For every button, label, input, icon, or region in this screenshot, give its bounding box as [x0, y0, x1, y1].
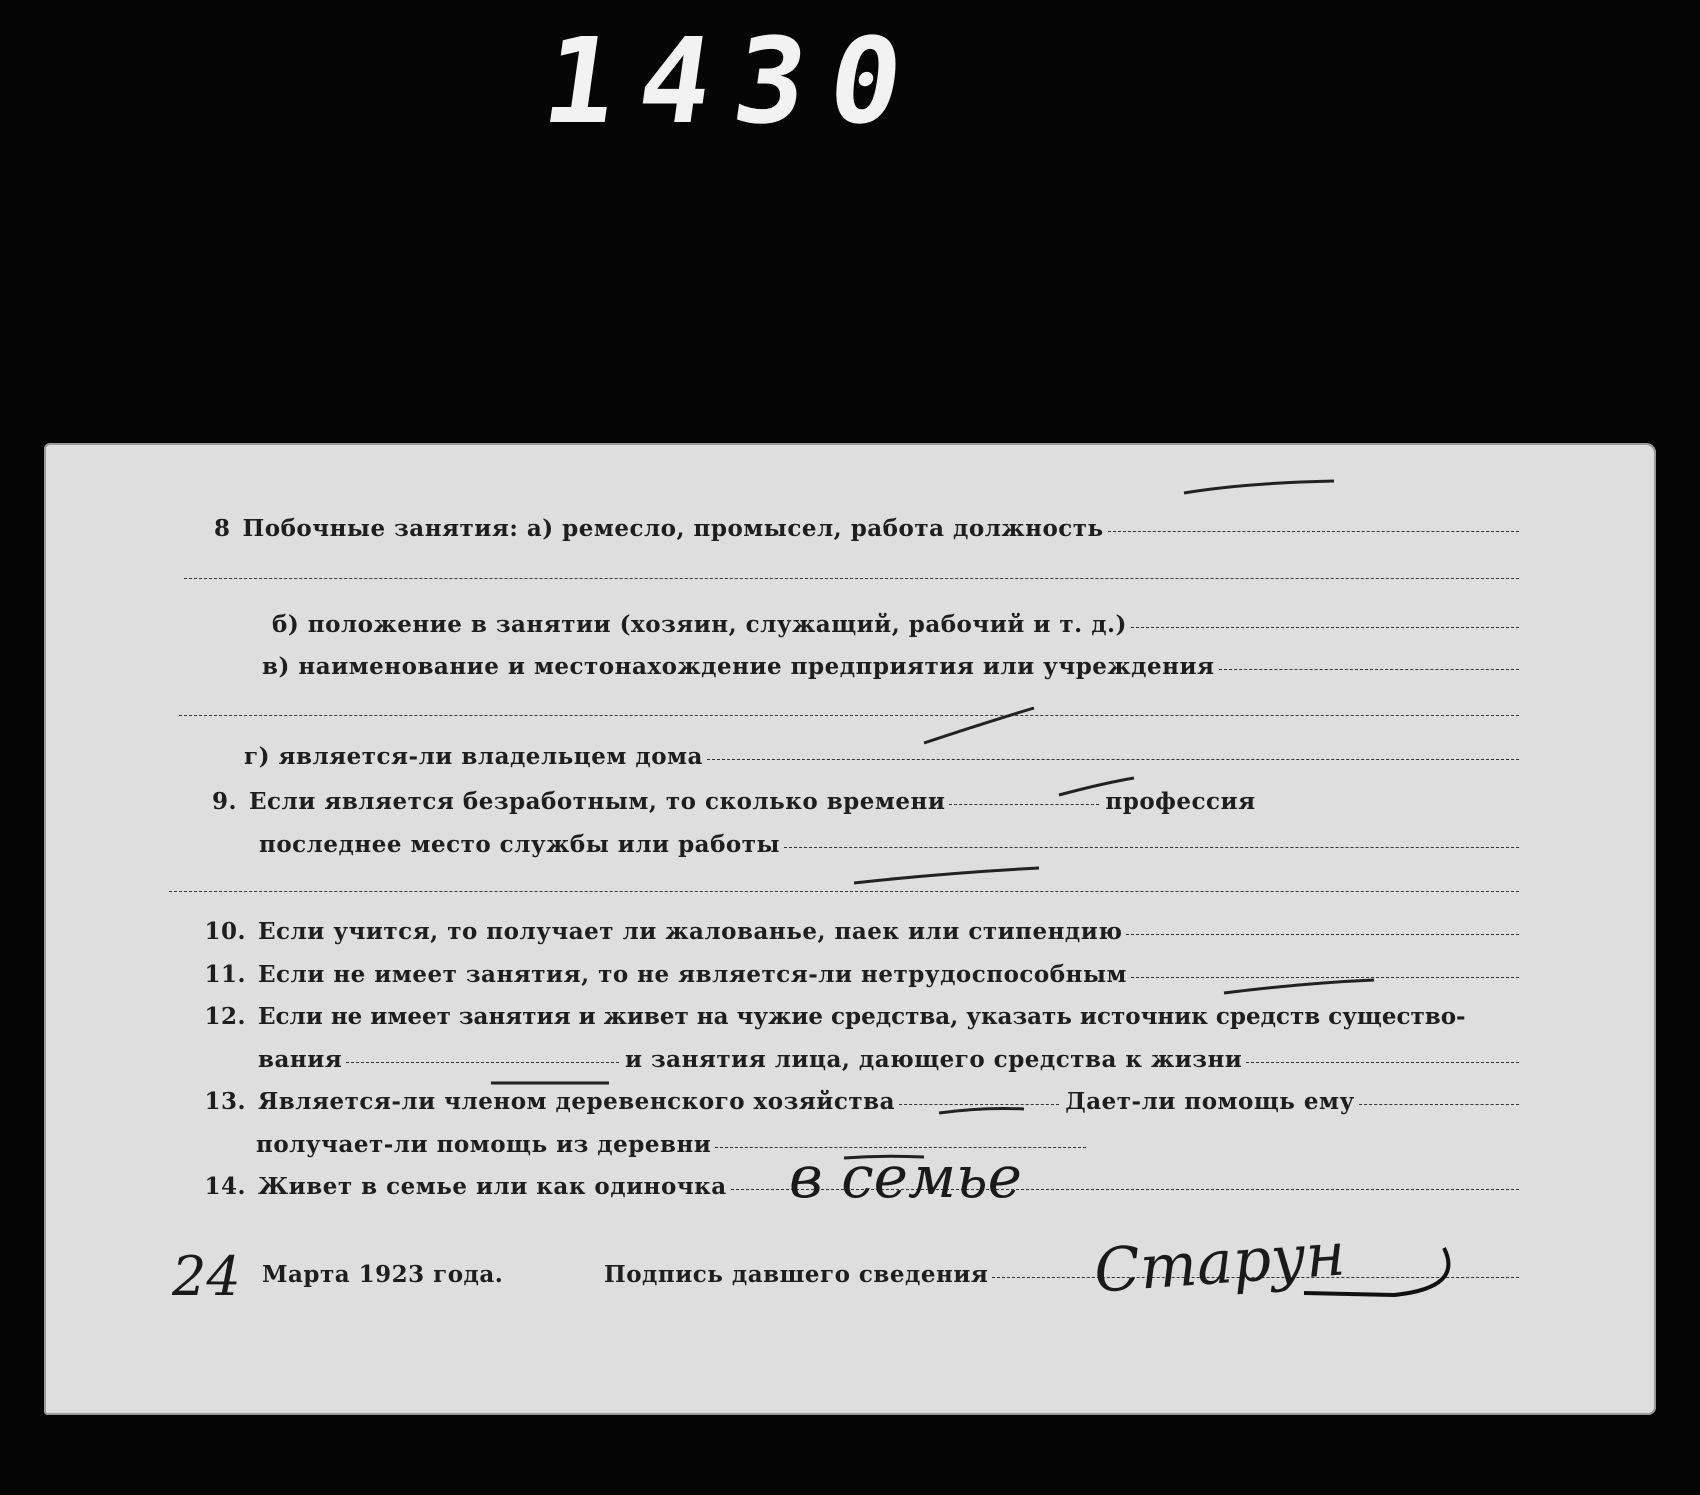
signature-row — [604, 1261, 1519, 1288]
q13-text: Является-ли членом деревенского хозяйства — [258, 1088, 895, 1115]
q12-number: 12. — [204, 1003, 246, 1030]
q9-rule2 — [169, 891, 1519, 892]
signature-label: Подпись давшего сведения — [604, 1261, 989, 1288]
q9-last-row — [259, 831, 1519, 858]
q9-row — [212, 788, 1322, 815]
q13-number: 13. — [204, 1088, 246, 1115]
q10-number: 10. — [204, 918, 246, 945]
q8a-row — [214, 515, 1519, 542]
q8g-text: г) является-ли владельцем дома — [244, 743, 703, 770]
q13-help-line — [1359, 1104, 1519, 1105]
q13-help-label: Дает-ли помощь ему — [1065, 1088, 1355, 1115]
q8-number: 8 — [214, 515, 231, 542]
q11-text: Если не имеет занятия, то не является-ли нетрудоспособным — [258, 961, 1127, 988]
q11-number: 11. — [204, 961, 246, 988]
q8b-line — [1131, 627, 1519, 628]
q8v-text: в) наименование и местонахождение предприятия или учреждения — [262, 653, 1215, 680]
q11-line — [1131, 977, 1519, 978]
q9-number: 9. — [212, 788, 238, 815]
q8a-rule2 — [184, 578, 1519, 579]
q10-line — [1126, 934, 1519, 935]
stroke-q8 — [1184, 481, 1334, 493]
q9-line — [949, 804, 1099, 805]
q10-text: Если учится, то получает ли жалованье, паек или стипендию — [258, 918, 1123, 945]
q11-row — [184, 961, 1519, 988]
q13-cont-text: получает-ли помощь из деревни — [256, 1131, 712, 1158]
q9-text: Если является безработным, то сколько времени — [249, 788, 946, 815]
q14-number: 14. — [204, 1173, 246, 1200]
q12-text: Если не имеет занятия и живет на чужие средства, указать источник средств существо- — [258, 1003, 1466, 1030]
q12-cont-line1 — [346, 1062, 619, 1063]
q13-row — [184, 1088, 1519, 1115]
stroke-q8g — [924, 708, 1034, 743]
date-day-handwritten: 24 — [172, 1245, 241, 1308]
q8a-line — [1108, 531, 1519, 532]
q14-text: Живет в семье или как одиночка — [258, 1173, 727, 1200]
date-row — [262, 1261, 503, 1288]
q10-row — [184, 918, 1519, 945]
q12-cont-line2 — [1246, 1062, 1519, 1063]
q8b-row — [272, 611, 1519, 638]
q9-profession-label: профессия — [1105, 788, 1256, 815]
q12-cont-row — [258, 1046, 1519, 1073]
q9-last-text: последнее место службы или работы — [259, 831, 781, 858]
date-text: Марта 1923 года. — [262, 1261, 504, 1288]
q8b-text: б) положение в занятии (хозяин, служащий, рабочий и т. д.) — [272, 611, 1127, 638]
q8g-line — [707, 759, 1519, 760]
frame-number: 1430 — [535, 12, 935, 150]
q9-last-line — [784, 847, 1519, 848]
q8g-row — [244, 743, 1519, 770]
q8v-rule2 — [179, 715, 1519, 716]
q12-cont2: и занятия лица, дающего средства к жизни — [624, 1046, 1243, 1073]
q8v-line — [1219, 669, 1519, 670]
q13-line — [899, 1104, 1059, 1105]
signature-handwritten: Старун — [1091, 1219, 1348, 1307]
stroke-q9-last — [854, 868, 1039, 883]
q12-cont1: вания — [258, 1046, 343, 1073]
q14-answer-handwritten: в семье — [789, 1143, 1022, 1211]
q8v-row — [262, 653, 1519, 680]
form-card — [44, 443, 1656, 1415]
q8a-text: Побочные занятия: а) ремесло, промысел, работа должность — [242, 515, 1104, 542]
q12-row — [184, 1003, 1519, 1030]
